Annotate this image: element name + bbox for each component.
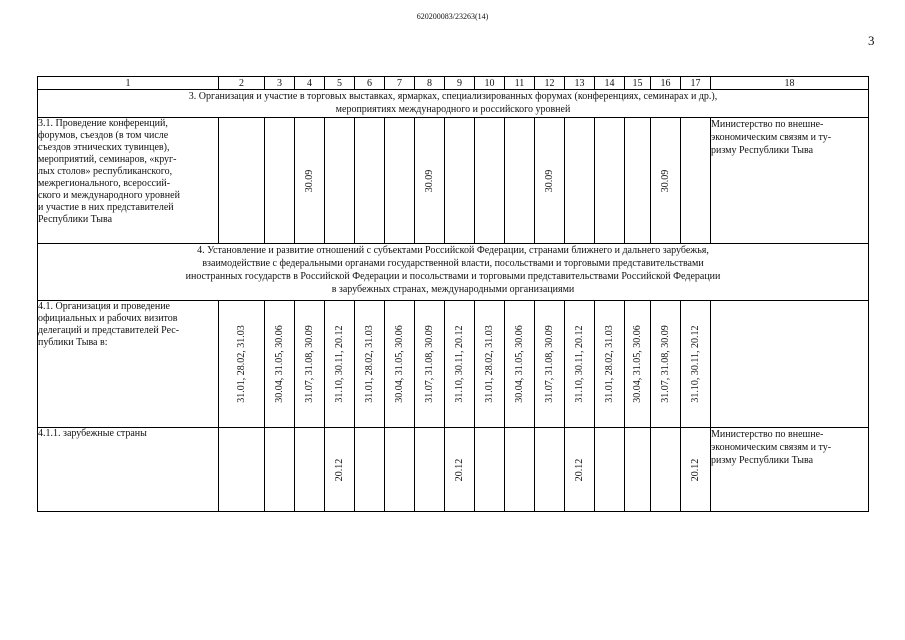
- column-number: 10: [475, 77, 505, 90]
- responsible-line: ризму Республики Тыва: [711, 145, 814, 156]
- responsible-line: экономическим связям и ту-: [711, 442, 832, 453]
- date-cell: [325, 301, 355, 428]
- date-cell: [415, 118, 445, 244]
- date-cell: [385, 301, 415, 428]
- date-cell: [681, 428, 711, 512]
- column-number: 14: [595, 77, 625, 90]
- date-value: 31.10, 30.11, 20.12: [333, 325, 345, 403]
- date-cell: [265, 428, 295, 512]
- date-value: 20.12: [573, 458, 585, 481]
- date-cell: [535, 118, 565, 244]
- date-value: 31.01, 28.02, 31.03: [235, 325, 247, 403]
- date-cell: [651, 118, 681, 244]
- date-cell: [265, 301, 295, 428]
- date-cell: [355, 301, 385, 428]
- date-cell: [475, 301, 505, 428]
- date-value: 31.10, 30.11, 20.12: [689, 325, 701, 403]
- date-cell: [445, 301, 475, 428]
- column-number: 7: [385, 77, 415, 90]
- date-cell: [415, 301, 445, 428]
- section-3-title-line: мероприятиях международного и российского уровней: [335, 104, 571, 115]
- responsible-line: ризму Республики Тыва: [711, 455, 814, 466]
- date-value: 30.04, 31.05, 30.06: [513, 325, 525, 403]
- page-number: 3: [868, 33, 875, 48]
- description-line: и участие в них представителей: [38, 202, 174, 213]
- date-cell: [535, 301, 565, 428]
- column-number-row: [38, 77, 869, 90]
- date-cell: [651, 428, 681, 512]
- description-line: ского и международного уровней: [38, 190, 180, 201]
- date-cell: [385, 428, 415, 512]
- date-value: 31.01, 28.02, 31.03: [603, 325, 615, 403]
- section-4-line: в зарубежных странах, международными организациями: [331, 284, 575, 295]
- date-cell: [219, 118, 265, 244]
- date-cell: [445, 428, 475, 512]
- date-value: 31.07, 31.08, 30.09: [543, 325, 555, 403]
- responsible-line: Министерство по внешне-: [711, 119, 824, 130]
- responsible-executor: [711, 428, 869, 512]
- column-number: 16: [651, 77, 681, 90]
- date-cell: [295, 301, 325, 428]
- plan-table: [37, 76, 869, 512]
- date-cell: [625, 301, 651, 428]
- date-cell: [505, 301, 535, 428]
- date-cell: [355, 118, 385, 244]
- column-number: 15: [625, 77, 651, 90]
- date-cell: [475, 118, 505, 244]
- section-3-row: [38, 90, 869, 118]
- date-value: 20.12: [333, 458, 345, 481]
- date-cell: [415, 428, 445, 512]
- date-value: 30.09: [423, 169, 435, 192]
- date-cell: [295, 118, 325, 244]
- date-cell: [295, 428, 325, 512]
- date-value: 31.01, 28.02, 31.03: [363, 325, 375, 403]
- date-value: 30.04, 31.05, 30.06: [393, 325, 405, 403]
- row-3-1: [38, 118, 869, 244]
- section-4-line: взаимодействие с федеральными органами государственной власти, посольствами и торговыми представительствами: [202, 258, 704, 269]
- description-line: съездов этнических тувинцев),: [38, 142, 170, 153]
- row-4-1: [38, 301, 869, 428]
- row-3-1-description: [38, 118, 219, 244]
- description-line: 3.1. Проведение конференций,: [38, 118, 168, 129]
- description-line: Республики Тыва: [38, 214, 113, 225]
- date-cell: [651, 301, 681, 428]
- date-cell: [325, 428, 355, 512]
- section-4-heading: [38, 244, 869, 301]
- date-cell: [595, 428, 625, 512]
- date-cell: [681, 301, 711, 428]
- date-value: 31.07, 31.08, 30.09: [303, 325, 315, 403]
- date-value: 30.09: [659, 169, 671, 192]
- date-cell: [265, 118, 295, 244]
- column-number: 18: [711, 77, 869, 90]
- date-value: 31.01, 28.02, 31.03: [483, 325, 495, 403]
- column-number: 1: [38, 77, 219, 90]
- column-number: 11: [505, 77, 535, 90]
- column-number: 9: [445, 77, 475, 90]
- date-value: 30.04, 31.05, 30.06: [273, 325, 285, 403]
- date-cell: [625, 428, 651, 512]
- date-cell: [625, 118, 651, 244]
- column-number: 3: [265, 77, 295, 90]
- date-value: 30.09: [303, 169, 315, 192]
- section-3-title-line: 3. Организация и участие в торговых выставках, ярмарках, специализированных форумах (конференциях, семинарах и др.),: [188, 91, 718, 102]
- section-4-row: [38, 244, 869, 301]
- description-line: делегаций и представителей Рес-: [38, 325, 180, 336]
- section-3-heading: [38, 90, 869, 118]
- date-cell: [565, 118, 595, 244]
- date-value: 31.07, 31.08, 30.09: [423, 325, 435, 403]
- responsible-executor: [711, 118, 869, 244]
- row-4-1-1-description: [38, 428, 219, 512]
- date-cell: [219, 301, 265, 428]
- description-line: форумов, съездов (в том числе: [38, 130, 169, 141]
- description-line: межрегионального, всероссий-: [38, 178, 171, 189]
- column-number: 13: [565, 77, 595, 90]
- description-line: мероприятий, семинаров, «круг-: [38, 154, 177, 165]
- date-cell: [535, 428, 565, 512]
- row-4-1-description: [38, 301, 219, 428]
- column-number: 17: [681, 77, 711, 90]
- description-line: 4.1. Организация и проведение: [38, 301, 170, 312]
- date-value: 20.12: [453, 458, 465, 481]
- responsible-executor: [711, 301, 869, 428]
- date-cell: [681, 118, 711, 244]
- column-number: 6: [355, 77, 385, 90]
- date-cell: [445, 118, 475, 244]
- date-cell: [505, 428, 535, 512]
- column-number: 8: [415, 77, 445, 90]
- date-cell: [595, 301, 625, 428]
- date-value: 31.10, 30.11, 20.12: [453, 325, 465, 403]
- date-cell: [565, 301, 595, 428]
- date-value: 30.09: [543, 169, 555, 192]
- section-4-line: иностранных государств в Российской Федерации и посольствами и торговыми представительствами Российской Федерации: [185, 271, 721, 282]
- date-cell: [325, 118, 355, 244]
- description-line: публики Тыва в:: [38, 337, 108, 348]
- row-4-1-1: [38, 428, 869, 512]
- column-number: 2: [219, 77, 265, 90]
- column-number: 4: [295, 77, 325, 90]
- document-id: 620200083/23263(14): [416, 12, 489, 21]
- description-line: официальных и рабочих визитов: [38, 313, 178, 324]
- date-value: 20.12: [689, 458, 701, 481]
- date-cell: [595, 118, 625, 244]
- column-number: 12: [535, 77, 565, 90]
- responsible-line: Министерство по внешне-: [711, 429, 824, 440]
- date-cell: [385, 118, 415, 244]
- date-value: 31.07, 31.08, 30.09: [659, 325, 671, 403]
- description-line: лых столов» республиканского,: [38, 166, 173, 177]
- description-line: 4.1.1. зарубежные страны: [38, 428, 147, 439]
- date-cell: [355, 428, 385, 512]
- date-cell: [475, 428, 505, 512]
- date-cell: [505, 118, 535, 244]
- date-cell: [219, 428, 265, 512]
- section-4-line: 4. Установление и развитие отношений с субъектами Российской Федерации, странами ближнего и дальнего зарубежья,: [197, 245, 709, 256]
- responsible-line: экономическим связям и ту-: [711, 132, 832, 143]
- date-value: 31.10, 30.11, 20.12: [573, 325, 585, 403]
- date-value: 30.04, 31.05, 30.06: [631, 325, 643, 403]
- column-number: 5: [325, 77, 355, 90]
- date-cell: [565, 428, 595, 512]
